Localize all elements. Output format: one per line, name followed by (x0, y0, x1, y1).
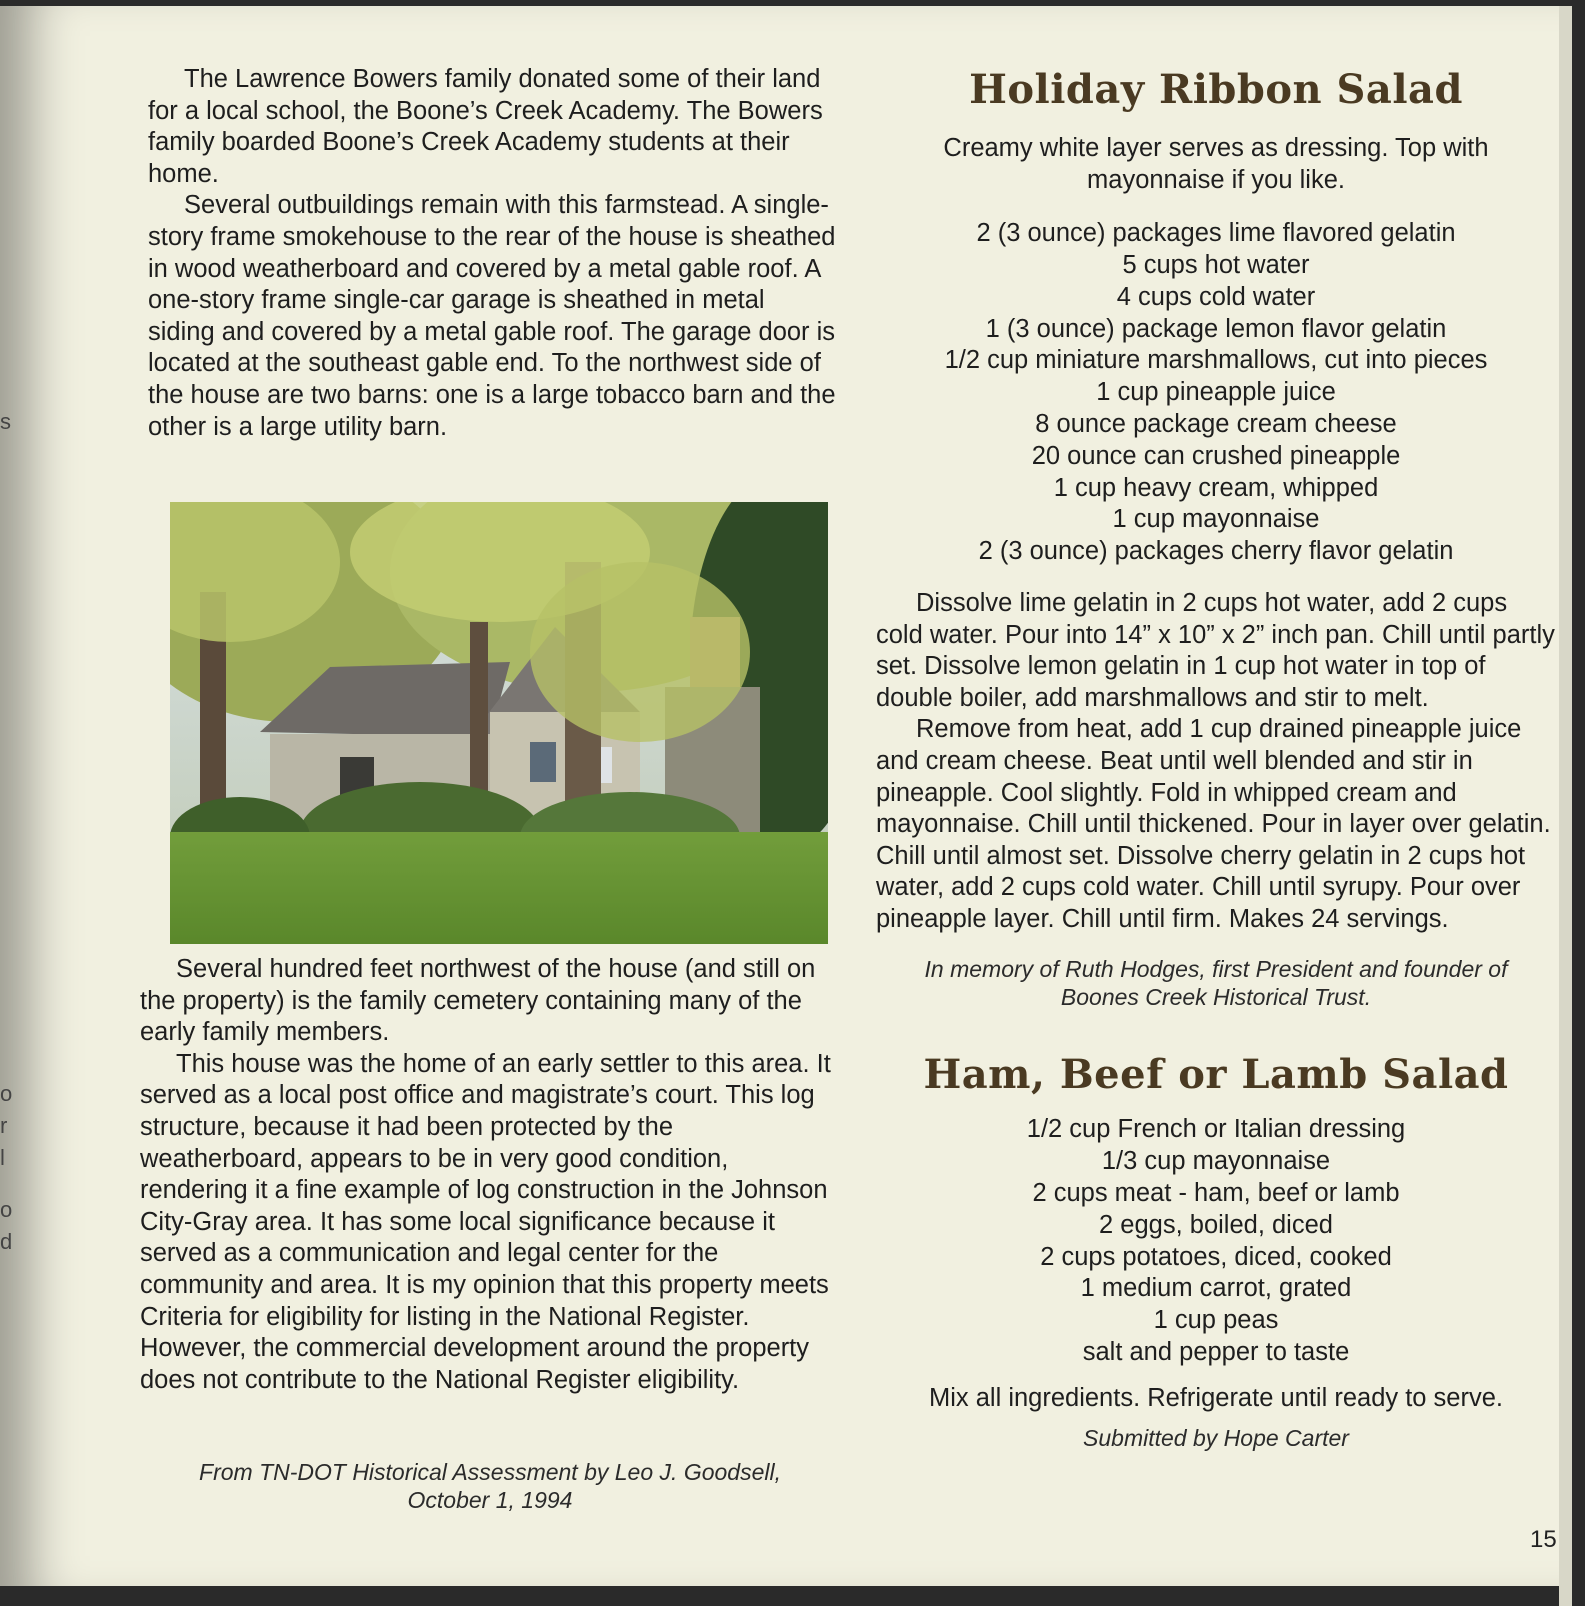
ingredient-list (876, 1114, 1556, 1368)
credit-line: In memory of Ruth Hodges, first President and founder of (924, 956, 1508, 983)
history-paragraph: This house was the home of an early settler to this area. It served as a local post office and magistrate’s court. This log structure, because it had been protected by the weatherboard, appears to be in very good condition, rendering it a fine example of log construction in the Johnson City-Gray area. It has some local significance because it served as a communication and legal center for the community and area. It is my opinion that this property meets Criteria for eligibility for listing in the National Register. However, the commercial development around the property does not contribute to the National Register eligibility. (140, 1049, 831, 1394)
gutter-letter: o (0, 1197, 13, 1222)
ingredient: 2 (3 ounce) packages lime flavored gelatin (976, 219, 1456, 248)
page-number: 15 (1530, 1526, 1557, 1553)
credit-line: Boones Creek Historical Trust. (1060, 984, 1372, 1011)
ingredient: 1 medium carrot, grated (1080, 1274, 1352, 1303)
recipe-intro: Creamy white layer serves as dressing. Top with mayonnaise if you like. (943, 134, 1489, 194)
recipe-directions: Mix all ingredients. Refrigerate until ready to serve. (928, 1383, 1503, 1412)
recipe-directions (876, 588, 1556, 936)
recipe-title: Holiday Ribbon Salad (969, 66, 1463, 113)
ingredient: 2 (3 ounce) packages cherry flavor gelatin (978, 537, 1454, 566)
credit-line: October 1, 1994 (407, 1487, 573, 1513)
gutter-letter: l (0, 1145, 5, 1170)
ingredient-list (876, 218, 1556, 568)
recipe-title: Ham, Beef or Lamb Salad (923, 1051, 1509, 1099)
history-text-bottom (140, 954, 840, 1396)
credit-line: From TN-DOT Historical Assessment by Leo J. Goodsell, (199, 1459, 781, 1485)
history-source-credit (140, 1458, 840, 1514)
ingredient: 2 eggs, boiled, diced (1099, 1210, 1333, 1239)
ingredient: 4 cups cold water (1116, 282, 1316, 311)
ingredient: 1/3 cup mayonnaise (1101, 1147, 1331, 1176)
farmhouse-photo (170, 502, 828, 944)
recipe-credit: Submitted by Hope Carter (1083, 1425, 1349, 1452)
history-paragraph: Several hundred feet northwest of the house (and still on the property) is the family cemetery containing many of the early family members. (140, 955, 816, 1047)
book-page (0, 6, 1572, 1586)
ingredient: 1 cup heavy cream, whipped (1053, 473, 1379, 502)
ingredient: 2 cups meat - ham, beef or lamb (1032, 1179, 1400, 1208)
history-text-top (148, 64, 838, 443)
farmhouse-photo-illustration (170, 502, 828, 944)
ingredient: 1/2 cup miniature marshmallows, cut into pieces (944, 346, 1488, 375)
history-paragraph: Several outbuildings remain with this farmstead. A single-story frame smokehouse to the rear of the house is sheathed in wood weatherboard and covered by a metal gable roof. A one-story frame single-car garage is sheathed in metal siding and covered by a metal gable roof. The garage door is located at the southeast gable end. To the northwest side of the house are two barns: one is a large tobacco barn and the other is a large utility barn. (148, 191, 836, 441)
ingredient: salt and pepper to taste (1082, 1338, 1350, 1367)
gutter-letter: d (0, 1229, 13, 1254)
recipes-column (876, 66, 1556, 1452)
ingredient: 8 ounce package cream cheese (1035, 409, 1397, 438)
recipe-credit (876, 955, 1556, 1011)
direction-paragraph: Remove from heat, add 1 cup drained pineapple juice and cream cheese. Beat until well blended and stir in pineapple. Cool slightly. Fold in whipped cream and mayonnaise. Chill until thickened. Pour in layer over gelatin. Chill until almost set. Dissolve cherry gelatin in 2 cups hot water, add 2 cups cold water. Chill until syrupy. Pour over pineapple layer. Chill until firm. Makes 24 servings. (876, 715, 1551, 933)
ingredient: 1/2 cup French or Italian dressing (1026, 1115, 1406, 1144)
ingredient: 1 cup mayonnaise (1112, 505, 1320, 534)
gutter-letter: o (0, 1081, 13, 1106)
gutter-letter: r (0, 1113, 8, 1138)
ingredient: 1 cup peas (1153, 1306, 1279, 1335)
gutter-letter: s (0, 409, 11, 434)
direction-paragraph: Dissolve lime gelatin in 2 cups hot water, add 2 cups cold water. Pour into 14” x 10” x 2” inch pan. Chill until partly set. Dissolve lemon gelatin in 1 cup hot water in top of double boiler, add marshmallows and stir to melt. (876, 588, 1555, 712)
recipe-section-2 (876, 1051, 1556, 1452)
gutter-bleed-letters (0, 409, 14, 1258)
ingredient: 1 cup pineapple juice (1096, 378, 1336, 407)
ingredient: 20 ounce can crushed pineapple (1031, 441, 1401, 470)
ingredient: 2 cups potatoes, diced, cooked (1040, 1242, 1392, 1271)
ingredient: 5 cups hot water (1122, 250, 1310, 279)
ingredient: 1 (3 ounce) package lemon flavor gelatin (985, 314, 1447, 343)
history-paragraph: The Lawrence Bowers family donated some of their land for a local school, the Boone’s Creek Academy. The Bowers family boarded Boone’s Creek Academy students at their home. (148, 65, 823, 188)
page-edge (1559, 6, 1572, 1606)
